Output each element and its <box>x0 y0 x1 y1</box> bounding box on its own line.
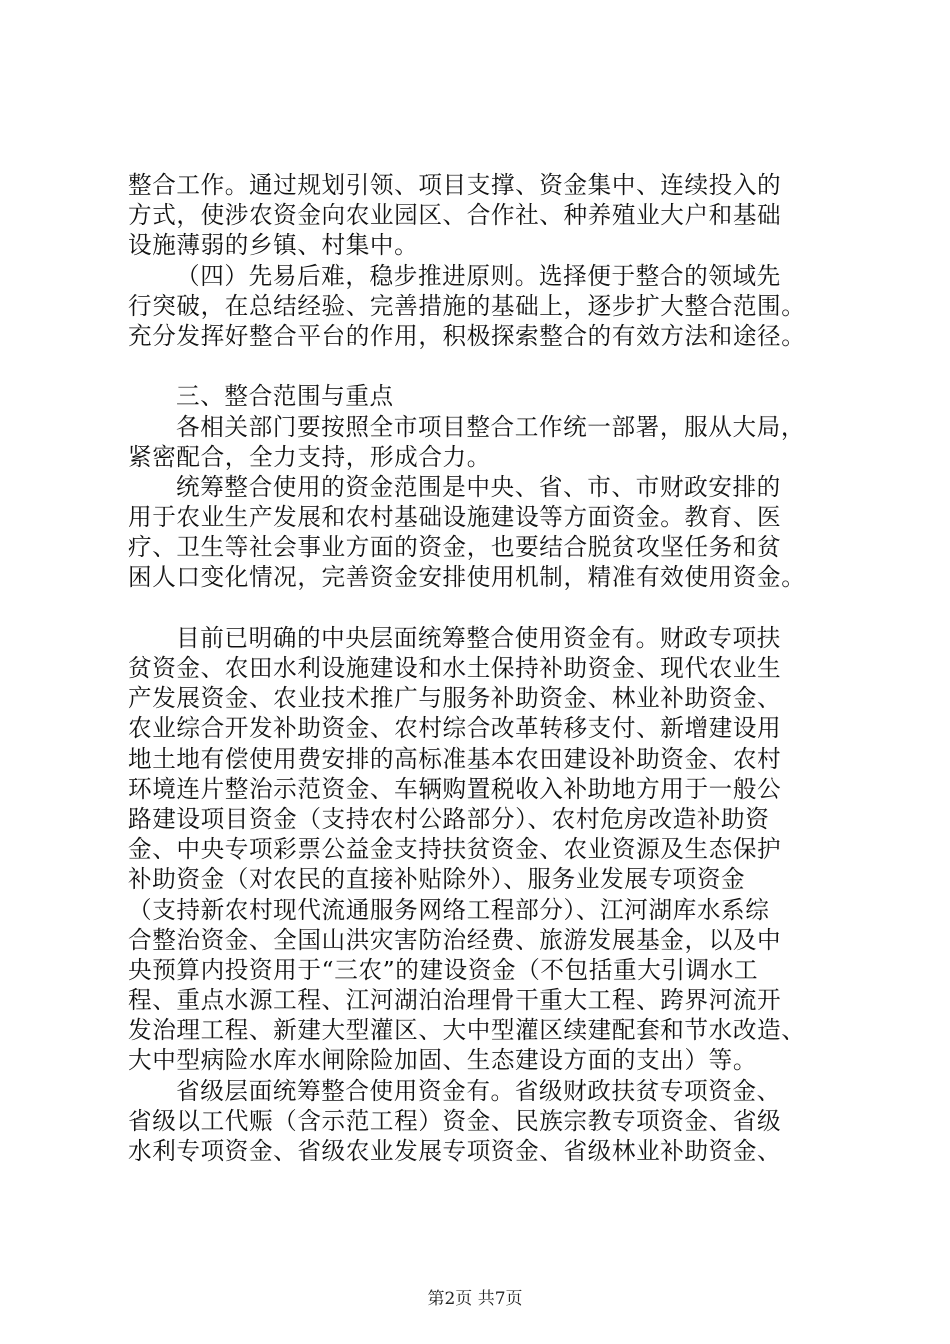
text-line: 整合工作。通过规划引领、项目支撑、资金集中、连续投入的 <box>128 171 782 199</box>
text-line: 疗、卫生等社会事业方面的资金，也要结合脱贫攻坚任务和贫 <box>128 533 782 562</box>
text-line: 贫资金、农田水利设施建设和水土保持补助资金、现代农业生 <box>128 654 782 682</box>
text-line: 三、整合范围与重点 <box>176 382 394 411</box>
text-line: 设施薄弱的乡镇、村集中。 <box>128 231 419 260</box>
text-line: 各相关部门要按照全市项目整合工作统一部署，服从大局， <box>176 412 806 441</box>
text-line: 路建设项目资金（支持农村公路部分）、农村危房改造补助资 <box>128 804 770 833</box>
text-line: 统筹整合使用的资金范围是中央、省、市、市财政安排的 <box>176 472 781 501</box>
text-line: 方式，使涉农资金向农业园区、合作社、种养殖业大户和基础 <box>128 201 782 230</box>
text-line: 金、中央专项彩票公益金支持扶贫资金、农业资源及生态保护 <box>128 835 782 864</box>
text-line: 用于农业生产发展和农村基础设施建设等方面资金。教育、医 <box>128 503 782 532</box>
blank-line <box>128 593 850 623</box>
text-line: 水利专项资金、省级农业发展专项资金、省级林业补助资金、 <box>128 1137 782 1165</box>
text-line: 产发展资金、农业技术推广与服务补助资金、林业补助资金、 <box>128 684 782 713</box>
page-footer: 第2页 共7页 <box>427 1289 523 1309</box>
text-line: 合整治资金、全国山洪灾害防治经费、旅游发展基金，以及中 <box>128 925 782 954</box>
text-line: 发治理工程、新建大型灌区、大中型灌区续建配套和节水改造、 <box>128 1016 806 1045</box>
text-line: 地土地有偿使用费安排的高标准基本农田建设补助资金、农村 <box>128 744 782 773</box>
text-line: 农业综合开发补助资金、农村综合改革转移支付、新增建设用 <box>128 714 782 743</box>
text-line: 央预算内投资用于“三农”的建设资金（不包括重大引调水工 <box>128 955 759 984</box>
text-line: 省级以工代赈（含示范工程）资金、民族宗教专项资金、省级 <box>128 1106 782 1135</box>
text-line: 目前已明确的中央层面统筹整合使用资金有。财政专项扶 <box>176 623 781 652</box>
text-line: 大中型病险水库水闸除险加固、生态建设方面的支出）等。 <box>128 1046 758 1075</box>
text-line: 紧密配合，全力支持，形成合力。 <box>128 442 491 471</box>
text-line: 省级层面统筹整合使用资金有。省级财政扶贫专项资金、 <box>176 1076 781 1105</box>
text-line: 补助资金（对农民的直接补贴除外）、服务业发展专项资金 <box>128 865 746 894</box>
blank-line <box>128 351 850 381</box>
text-line: 行突破，在总结经验、完善措施的基础上，逐步扩大整合范围。 <box>128 291 806 320</box>
text-line: 程、重点水源工程、江河湖泊治理骨干重大工程、跨界河流开 <box>128 986 782 1015</box>
text-line: （四）先易后难，稳步推进原则。选择便于整合的领域先 <box>176 261 781 290</box>
document-body <box>128 170 850 1166</box>
text-line: 充分发挥好整合平台的作用，积极探索整合的有效方法和途径。 <box>128 321 806 350</box>
text-line: （支持新农村现代流通服务网络工程部分）、江河湖库水系综 <box>128 895 770 924</box>
text-line: 困人口变化情况，完善资金安排使用机制，精准有效使用资金。 <box>128 563 806 592</box>
text-line: 环境连片整治示范资金、车辆购置税收入补助地方用于一般公 <box>128 774 782 803</box>
